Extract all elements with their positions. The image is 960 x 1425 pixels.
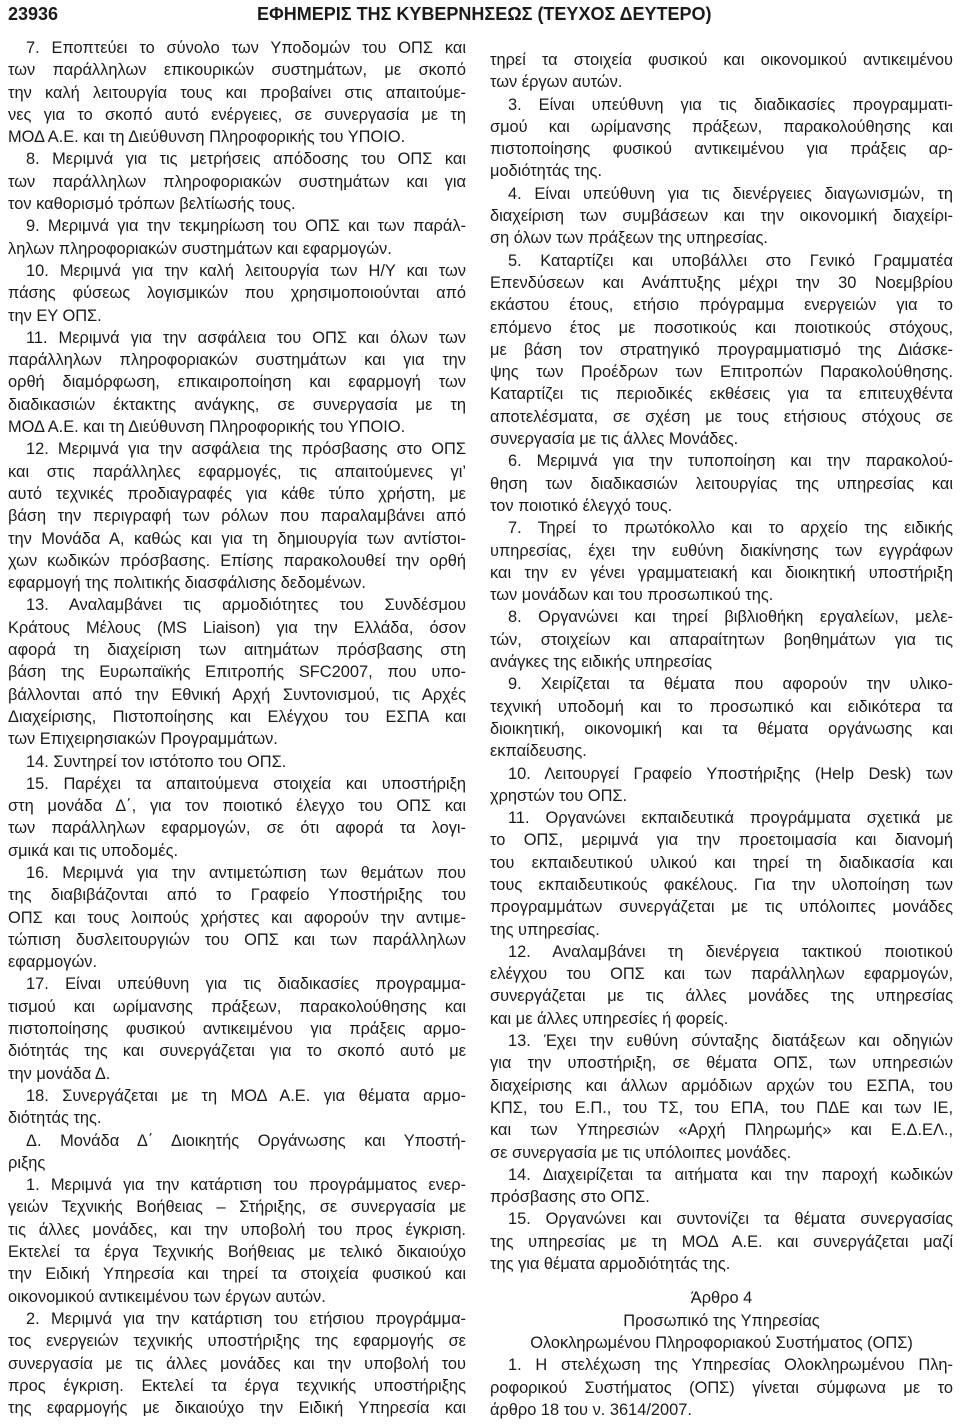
paragraph — [8, 1085, 466, 1130]
text-line: ανάγκες της ειδικής υπηρεσίας — [490, 653, 712, 672]
text-line: 15. Οργανώνει και συντονίζει τα θέματα συνεργασίας — [508, 1210, 953, 1229]
text-line: χων κωδικών πρόσβασης. Επίσης παρακολουθεί την ορθή — [8, 551, 466, 570]
text-line: συνεργασία με τις άλλες μονάδες και την υποβολή του — [8, 1354, 466, 1373]
paragraph — [8, 327, 466, 438]
text-line: 8. Μεριμνά για τις μετρήσεις απόδοσης του ΟΠΣ και — [26, 150, 466, 169]
paragraph — [8, 751, 466, 773]
text-line: 9. Μεριμνά για την τεκμηρίωση του ΟΠΣ και των παράλ- — [26, 217, 466, 236]
text-line: 11. Μεριμνά για την ασφάλεια του ΟΠΣ και όλων των — [26, 328, 466, 347]
text-line: 12. Αναλαμβάνει τη διενέργεια τακτικού ποιοτικού — [508, 942, 953, 961]
text-line: 7. Τηρεί το πρωτόκολλο και το αρχείο της ειδικής — [508, 519, 953, 538]
text-line: 13. Αναλαμβάνει τις αρμοδιότητες του Συνδέσμου — [26, 596, 466, 615]
text-line: 5. Καταρτίζει και υποβάλλει στο Γενικό Γραμματέα — [508, 251, 953, 270]
text-line: για την υποστήριξη, σε θέματα ΟΠΣ, των υπηρεσιών — [490, 1054, 953, 1073]
text-line: των έργων αυτών. — [490, 73, 623, 92]
text-line: 6. Μεριμνά για την τυποποίηση και την παρακολού- — [508, 452, 953, 471]
text-line: άρθρο 18 του ν. 3614/2007. — [490, 1400, 692, 1419]
text-line: υπηρεσίας, έχει την ευθύνη διακίνησης των εγγράφων — [490, 541, 953, 560]
paragraph — [8, 773, 466, 862]
paragraph — [490, 673, 953, 762]
text-line: ορθή διαμόρφωση, επικαιροποίηση και εφαρμογή των — [8, 373, 466, 392]
text-line: 18. Συνεργάζεται με τη ΜΟΔ Α.Ε. για θέματα αρμο- — [26, 1086, 466, 1105]
paragraph — [8, 438, 466, 594]
text-line: τον καθορισμό τρόπων βελτίωσής τους. — [8, 195, 296, 214]
text-line: συνεργάζεται με τις άλλες μονάδες της υπηρεσίας — [490, 987, 953, 1006]
paragraph — [490, 450, 953, 517]
text-line: τους εκπαιδευτικούς φακέλους. Για την υλοποίηση των — [490, 875, 953, 894]
text-line: τον ποιοτικό έλεγχό τους. — [490, 496, 673, 515]
paragraph — [8, 215, 466, 260]
text-line: της διαβιβάζονται από το Γραφείο Υποστήριξης του — [8, 886, 466, 905]
text-line: διαχείρισης και άλλων αρμόδιων αρχών του ΕΣΠΑ, του — [490, 1076, 953, 1095]
text-line: τώπιση δυσλειτουργιών του ΟΠΣ και των παράλληλων — [8, 930, 466, 949]
text-line: διότητάς της. — [8, 1109, 102, 1128]
text-line: 10. Λειτουργεί Γραφείο Υποστήριξης (Help Desk) των — [508, 764, 953, 783]
text-line: και στις παράλληλες εφαρμογές, τις απαιτούμενες γι’ — [8, 462, 466, 481]
text-line: ΚΠΣ, του Ε.Π., του ΤΣ, του ΕΠΑ, του ΠΔΕ και των ΙΕ, — [490, 1098, 953, 1117]
text-line: ση όλων των πράξεων της υπηρεσίας. — [490, 229, 768, 248]
text-line: των παράλληλων επικουρικών συστημάτων, με σκοπό — [8, 61, 466, 80]
text-line: της για θέματα αρμοδιότητάς της. — [490, 1255, 731, 1274]
text-line: σμού και ωρίμανσης πράξεων, παρακολούθησης και — [490, 117, 953, 136]
gazette-title: ΕΦΗΜΕΡΙΣ ΤΗΣ ΚΥΒΕΡΝΗΣΕΩΣ (ΤΕΥΧΟΣ ΔΕΥΤΕΡΟ) — [257, 4, 712, 24]
text-line: θηση των διαδικασιών λειτουργίας της υπηρεσίας και — [490, 474, 953, 493]
text-line: με βάση τον στρατηγικό προγραμματισμό της Διάσκε- — [490, 340, 953, 359]
paragraph — [490, 517, 953, 606]
text-line: Κράτους Μέλους (MS Liaison) για την Ελλάδα, όσον — [8, 618, 466, 637]
text-line: 10. Μεριμνά για την καλή λειτουργία των Η/Υ και των — [26, 261, 466, 280]
paragraph — [8, 260, 466, 327]
text-line: 2. Μεριμνά για την κατάρτιση του ετήσιου προγράμμα- — [26, 1309, 466, 1328]
text-line: 1. Η στελέχωση της Υπηρεσίας Ολοκληρωμένου Πλη- — [508, 1356, 953, 1375]
text-line: διαχείριση των συμβάσεων και την οικονομική διαχείρι- — [490, 207, 953, 226]
text-line: εφαρμογή της πολιτικής διασφάλισης δεδομένων. — [8, 574, 366, 593]
paragraph — [490, 807, 953, 941]
text-line: και την εν γένει γραμματειακή και διοικητική υποστήριξη — [490, 563, 953, 582]
page-header — [0, 3, 960, 27]
text-line: ψης των Προέδρων των Επιτροπών Παρακολούθησης. — [490, 363, 953, 382]
text-line: προγραμμάτων συνεργάζεται με τις υπόλοιπες μονάδες — [490, 898, 953, 917]
paragraph — [490, 1030, 953, 1164]
text-line: πιστοποίησης φυσικού αντικειμένου για πράξεις αρ- — [490, 140, 953, 159]
text-line: στη μονάδα Δ΄, για τον ποιοτικό έλεγχο του ΟΠΣ και — [8, 797, 466, 816]
text-line: βάση την περιγραφή των ρόλων που παραλαμβάνει από — [8, 507, 466, 526]
text-line: ροφορικού Συστήματος (ΟΠΣ) γίνεται σύμφωνα με το — [490, 1378, 953, 1397]
text-line: διοικητική, οικονομική και τα θέματα οργάνωσης και — [490, 719, 953, 738]
text-line: Διαχείρισης, Πιστοποίησης και Ελέγχου του ΕΣΠΑ και — [8, 707, 466, 726]
article-body — [490, 1354, 953, 1421]
text-line: ΟΠΣ και τους λοιπούς χρήστες και αφορούν την αντιμε- — [8, 908, 466, 927]
text-line: Δ. Μονάδα Δ΄ Διοικητής Οργάνωσης και Υποστή- — [26, 1131, 466, 1150]
text-line: συνεργασία με τις άλλες Μονάδες. — [490, 430, 739, 449]
text-line: 8. Οργανώνει και τηρεί βιβλιοθήκη εργαλείων, μελε- — [508, 608, 953, 627]
text-line: 1. Μεριμνά για την κατάρτιση του προγράμματος ενερ- — [26, 1176, 466, 1195]
article-number: Άρθρο 4 — [690, 1289, 753, 1308]
text-line: των μονάδων και του προσωπικού της. — [490, 586, 774, 605]
paragraph — [8, 1174, 466, 1308]
text-line: των Επιχειρησιακών Προγραμμάτων. — [8, 730, 278, 749]
paragraph — [490, 183, 953, 250]
text-line: Καταρτίζει τις περιοδικές εκθέσεις για τα επιτευχθέντα — [490, 385, 953, 404]
text-line: ΜΟΔ Α.Ε. και τη Διεύθυνση Πληροφορικής του ΥΠΟΙΟ. — [8, 128, 406, 147]
text-line: 14. Συντηρεί τον ιστότοπο του ΟΠΣ. — [26, 752, 287, 771]
text-line: εκπαίδευσης. — [490, 742, 587, 761]
text-line: 17. Είναι υπεύθυνη για τις διαδικασίες προγραμμα- — [26, 975, 466, 994]
right-column — [490, 49, 953, 1421]
paragraph — [8, 594, 466, 750]
text-line: τος ενεργειών τεχνικής υποστήριξης της εφαρμογής σε — [8, 1332, 466, 1351]
article-heading — [490, 1287, 953, 1354]
text-line: οικονομικού αντικειμένου των έργων αυτών. — [8, 1287, 326, 1306]
paragraph — [8, 1308, 466, 1419]
text-line: 15. Παρέχει τα απαιτούμενα στοιχεία και υποστήριξη — [26, 774, 466, 793]
text-line: της υπηρεσίας. — [490, 920, 600, 939]
text-line: διαδικασιών έκτακτης ανάγκης, σε συνεργασία με τη — [8, 395, 466, 414]
paragraph — [490, 1354, 953, 1421]
text-line: το ΟΠΣ, μεριμνά για την προετοιμασία και διανομή — [490, 831, 953, 850]
text-line: 16. Μεριμνά για την αντιμετώπιση των θεμάτων που — [26, 863, 466, 882]
paragraph — [8, 148, 466, 215]
text-line: την Μονάδα Α, καθώς και για τη δημιουργία των αντίστοι- — [8, 529, 466, 548]
text-line: ριξης — [8, 1153, 46, 1172]
text-line: των παράλληλων εφαρμογών, σε ότι αφορά τα λογι- — [8, 819, 466, 838]
text-line: 9. Χειρίζεται τα θέματα που αφορούν την υλικο- — [508, 675, 953, 694]
text-line: 7. Εποπτεύει το σύνολο των Υποδομών του ΟΠΣ και — [26, 39, 466, 57]
text-line: ελέγχου του ΟΠΣ και των παράλληλων εφαρμογών, — [490, 965, 953, 984]
paragraph — [490, 1164, 953, 1209]
text-line: και με άλλες υπηρεσίες ή φορείς. — [490, 1009, 729, 1028]
text-line: ΜΟΔ Α.Ε. και τη Διεύθυνση Πληροφορικής του ΥΠΟΙΟ. — [8, 418, 406, 437]
text-line: εκάστου έτους, ετήσιο πρόγραμμα ενεργειών για το — [490, 296, 953, 315]
text-line: την Ειδική Υπηρεσία και τηρεί τα στοιχεία φυσικού και — [8, 1265, 466, 1284]
paragraph — [8, 1130, 466, 1175]
text-line: 14. Διαχειρίζεται τα αιτήματα και την παροχή κωδικών — [508, 1165, 953, 1184]
paragraph — [490, 941, 953, 1030]
text-line: τισμού και ωρίμανσης πράξεων, παρακολούθησης και — [8, 997, 466, 1016]
text-line: γειών Τεχνικής Βοήθειας – Στήριξης, σε συνεργασία με — [8, 1198, 466, 1217]
text-line: 4. Είναι υπεύθυνη για τις διενέργειες διαγωνισμών, τη — [508, 184, 953, 203]
text-line: βάση της Ευρωπαϊκής Επιτροπής SFC2007, που υπο- — [8, 663, 466, 682]
text-line: μοδιότητάς της. — [490, 162, 603, 181]
text-line: αποτελέσματα, σε σχέση με τους ετήσιους στόχους σε — [490, 407, 953, 426]
left-column — [8, 37, 466, 1419]
text-line: σμικά και τις υποδομές. — [8, 841, 179, 860]
text-line: των παράλληλων πληροφοριακών συστημάτων και για — [8, 172, 466, 191]
page-number: 23936 — [8, 4, 59, 24]
text-line: βάλλονται από την Εθνική Αρχή Συντονισμού, τις Αρχές — [8, 685, 466, 704]
text-line: τεχνική υποδομή και το προσωπικό και ειδικότερα τα — [490, 697, 953, 716]
paragraph — [8, 973, 466, 1084]
text-line: και των Υπηρεσιών «Αρχή Πληρωμής» και Ε.Δ.ΕΛ., — [490, 1121, 953, 1140]
paragraph — [490, 606, 953, 673]
paragraph — [490, 1208, 953, 1275]
article-title-line: Προσωπικό της Υπηρεσίας — [623, 1311, 820, 1330]
text-line: αφορά τη διαχείριση των αιτημάτων πρόσβασης στη — [8, 641, 466, 660]
text-line: πρόσβασης στο ΟΠΣ. — [490, 1188, 650, 1207]
text-line: τών, στοιχείων και απαραίτητων βοηθημάτων για τις — [490, 630, 953, 649]
text-line: νες για το σκοπό αυτό ενέργειες, σε συνεργασία με τη — [8, 105, 466, 124]
text-line: προς έγκριση. Εκτελεί τα έργα τεχνικής υποστήριξης — [8, 1376, 466, 1395]
text-line: διότητάς της και συνεργάζεται για το σκοπό αυτό με — [8, 1042, 466, 1061]
text-line: ληλων πληροφοριακών συστημάτων και εφαρμογών. — [8, 239, 392, 258]
text-line: χρηστών του ΟΠΣ. — [490, 786, 628, 805]
text-line: 3. Είναι υπεύθυνη για τις διαδικασίες προγραμματι- — [508, 95, 953, 114]
paragraph — [8, 862, 466, 973]
text-line: εφαρμογών. — [8, 953, 98, 972]
text-line: 13. Έχει την ευθύνη σύνταξης διατάξεων και οδηγιών — [508, 1032, 953, 1051]
text-line: 12. Μεριμνά για την ασφάλεια της πρόσβασης στο ΟΠΣ — [26, 440, 466, 459]
paragraph — [8, 37, 466, 148]
right-column-body — [490, 49, 953, 1275]
article-title-line: Ολοκληρωμένου Πληροφοριακού Συστήματος (ΟΠΣ) — [530, 1333, 913, 1352]
text-line: τηρεί τα στοιχεία φυσικού και οικονομικού αντικειμένου — [490, 51, 953, 69]
text-line: επόμενο έτος με ποσοτικούς και ποιοτικούς στόχους, — [490, 318, 953, 337]
paragraph — [490, 94, 953, 183]
text-line: της εφαρμογής με δικαιούχο την Ειδική Υπηρεσία και — [8, 1399, 466, 1418]
text-line: την καλή λειτουργία τους και προβαίνει στις απαιτούμε- — [8, 83, 466, 102]
text-line: της υπηρεσίας με τη ΜΟΔ Α.Ε. και συνεργάζεται μαζί — [490, 1232, 953, 1251]
text-line: Εκτελεί τα έργα Τεχνικής Βοήθειας με τελικό δικαιούχο — [8, 1243, 466, 1262]
text-line: αυτό τεχνικές προδιαγραφές για κάθε τύπο χρήστη, με — [8, 484, 466, 503]
text-line: πάσης φύσεως λογισμικών που χρησιμοποιούνται από — [8, 284, 466, 303]
paragraph — [490, 49, 953, 94]
paragraph — [490, 763, 953, 808]
text-line: την μονάδα Δ. — [8, 1064, 111, 1083]
text-line: παράλληλων πληροφοριακών συστημάτων και για την — [8, 351, 466, 370]
text-line: σε συνεργασία με τις υπόλοιπες μονάδες. — [490, 1143, 792, 1162]
text-line: του εκπαιδευτικού υλικού και τηρεί τη διαδικασία και — [490, 853, 953, 872]
text-line: την ΕΥ ΟΠΣ. — [8, 306, 102, 325]
paragraph — [490, 250, 953, 451]
text-line: 11. Οργανώνει εκπαιδευτικά προγράμματα σχετικά με — [508, 809, 953, 828]
text-line: πιστοποίησης φυσικού αντικειμένου για πράξεις αρμο- — [8, 1020, 466, 1039]
text-line: Επενδύσεων και Ανάπτυξης μέχρι την 30 Νοεμβρίου — [490, 273, 953, 292]
text-line: τις άλλες μονάδες, και την υποβολή του προς έγκριση. — [8, 1220, 466, 1239]
